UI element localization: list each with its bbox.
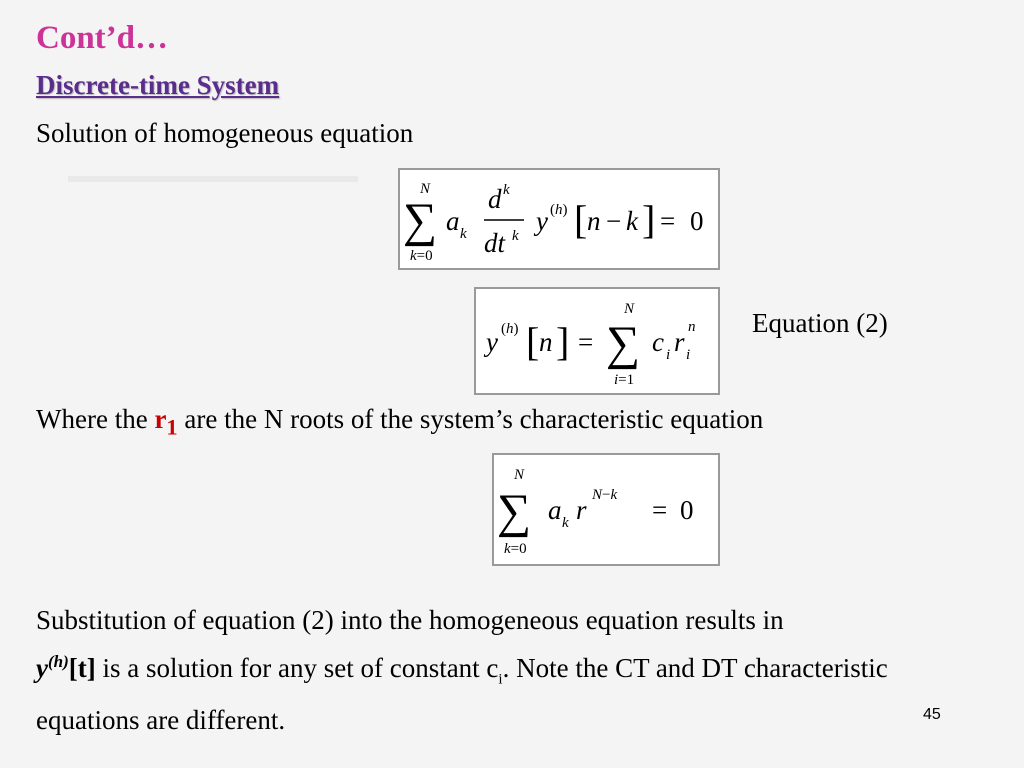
svg-text:N: N xyxy=(514,467,525,483)
svg-text:n: n xyxy=(539,327,553,357)
svg-text:(h): (h) xyxy=(550,202,568,218)
svg-text:∑: ∑ xyxy=(606,317,641,370)
svg-text:r: r xyxy=(576,495,587,525)
constant-subscript: i xyxy=(498,671,503,688)
svg-text:d: d xyxy=(488,184,502,214)
svg-text:a: a xyxy=(548,495,562,525)
svg-text:]: ] xyxy=(556,319,570,364)
characteristic-equation xyxy=(494,455,718,564)
roots-text-before: Where the xyxy=(36,404,155,434)
solution-symbol-y: y xyxy=(36,653,48,683)
conclusion-mid: is a solution for any set of constant c xyxy=(95,653,499,683)
homogeneous-solution-box xyxy=(474,287,720,395)
svg-text:[: [ xyxy=(574,197,588,242)
svg-text:=: = xyxy=(652,495,668,525)
svg-text:c: c xyxy=(652,327,664,357)
page-number: 45 xyxy=(923,706,941,723)
svg-text:N−k: N−k xyxy=(592,487,618,503)
svg-text:(h): (h) xyxy=(501,321,519,337)
slide-subtitle: Discrete-time System xyxy=(36,70,280,100)
svg-text:k: k xyxy=(562,515,569,531)
conclusion-line1: Substitution of equation (2) into the homogeneous equation results in xyxy=(36,605,784,635)
homogeneous-solution-equation xyxy=(476,289,718,393)
svg-text:dt: dt xyxy=(484,228,506,258)
svg-text:=: = xyxy=(660,206,676,236)
solution-symbol-t: [t] xyxy=(68,653,96,683)
svg-text:i=1: i=1 xyxy=(614,372,635,388)
svg-text:∑: ∑ xyxy=(497,485,532,538)
homogeneous-equation xyxy=(400,170,718,268)
conclusion-paragraph xyxy=(36,600,996,741)
svg-text:a: a xyxy=(446,206,460,236)
svg-text:∑: ∑ xyxy=(403,194,438,247)
root-symbol: $r_1$ xyxy=(154,404,178,440)
conclusion-end: . Note the CT and DT characteristic equations are different. xyxy=(36,653,888,736)
svg-text:k: k xyxy=(512,228,519,244)
svg-text:]: ] xyxy=(642,197,656,242)
svg-text:N: N xyxy=(420,181,431,197)
characteristic-equation-box xyxy=(492,453,720,566)
intro-text: Solution of homogeneous equation xyxy=(36,118,414,148)
svg-text:[: [ xyxy=(526,319,540,364)
svg-text:i: i xyxy=(666,347,671,363)
slide-title: Cont’d… xyxy=(36,20,169,56)
divider xyxy=(68,176,358,182)
svg-text:k: k xyxy=(460,226,467,242)
roots-text xyxy=(36,404,763,440)
svg-text:k: k xyxy=(503,182,510,198)
svg-text:k: k xyxy=(626,206,638,236)
svg-text:n: n xyxy=(587,206,601,236)
svg-text:y: y xyxy=(536,206,548,236)
svg-text:y: y xyxy=(486,327,498,357)
svg-text:k=0: k=0 xyxy=(410,248,433,264)
homogeneous-equation-box xyxy=(398,168,720,270)
svg-text:r: r xyxy=(674,327,685,357)
svg-text:0: 0 xyxy=(690,206,704,236)
equation-label: Equation (2) xyxy=(752,308,888,338)
svg-text:0: 0 xyxy=(680,495,694,525)
svg-text:=: = xyxy=(578,327,594,357)
svg-text:k=0: k=0 xyxy=(504,541,527,557)
svg-text:i: i xyxy=(686,347,691,363)
svg-text:N: N xyxy=(624,301,635,317)
svg-text:−: − xyxy=(606,206,622,236)
roots-text-after: are the N roots of the system’s characteristic equation xyxy=(177,404,764,434)
solution-symbol-h: (h) xyxy=(47,652,69,671)
svg-text:n: n xyxy=(688,319,696,335)
